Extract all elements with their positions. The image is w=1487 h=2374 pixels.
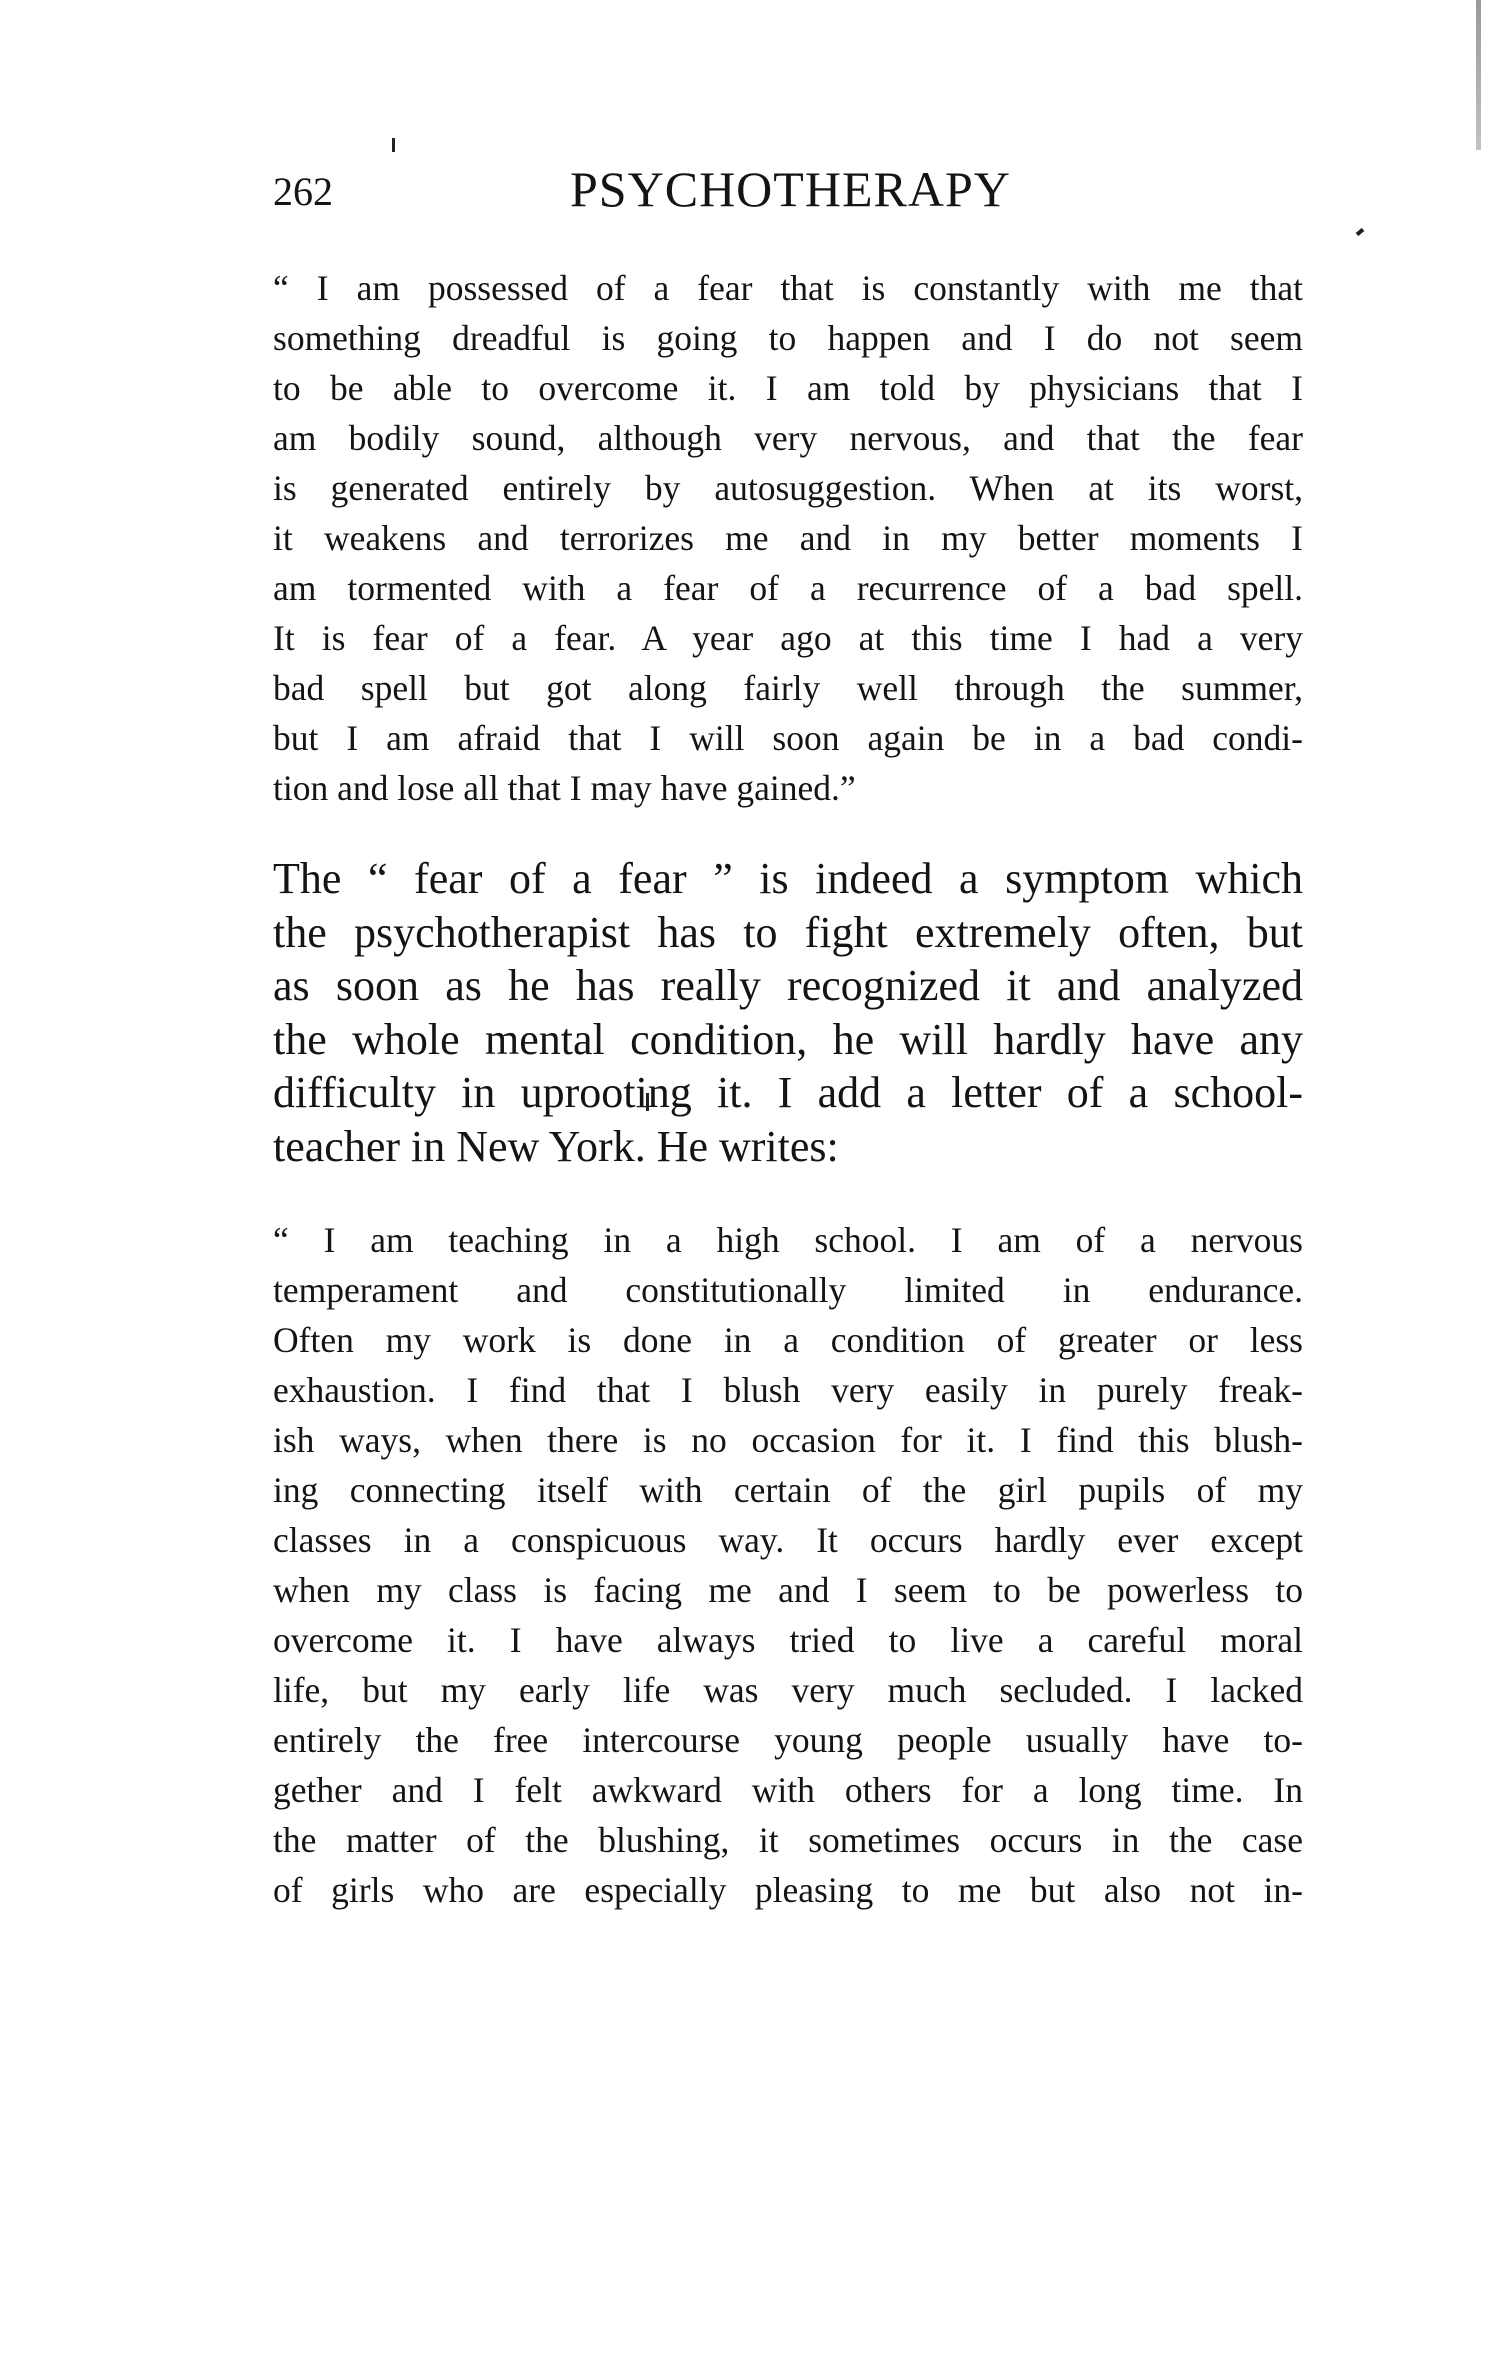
text-line: the matter of the blushing, it sometimes occurs in the case	[273, 1820, 1303, 1860]
text-line: life, but my early life was very much secluded. I lacked	[273, 1670, 1303, 1710]
text-line: It is fear of a fear. A year ago at this time I had a very	[273, 618, 1303, 658]
text-line: it weakens and terrorizes me and in my better moments I	[273, 518, 1303, 558]
text-line: classes in a conspicuous way. It occurs hardly ever except	[273, 1520, 1303, 1560]
body-paragraph	[273, 852, 1303, 1173]
text-line: overcome it. I have always tried to live a careful moral	[273, 1620, 1303, 1660]
text-line: is generated entirely by autosuggestion. When at its worst,	[273, 468, 1303, 508]
running-title: PSYCHOTHERAPY	[570, 161, 1011, 217]
quoted-letter-first	[273, 263, 1303, 813]
text-line: the psychotherapist has to fight extremely often, but	[273, 907, 1303, 957]
text-line: exhaustion. I find that I blush very easily in purely freak-	[273, 1370, 1303, 1410]
text-line: to be able to overcome it. I am told by physicians that I	[273, 368, 1303, 408]
text-line: Often my work is done in a condition of greater or less	[273, 1320, 1303, 1360]
stray-mark	[392, 138, 395, 152]
page-number: 262	[273, 169, 333, 214]
text-line: the whole mental condition, he will hardly have any	[273, 1014, 1303, 1064]
text-line: gether and I felt awkward with others for a long time. In	[273, 1770, 1303, 1810]
text-line: something dreadful is going to happen and I do not seem	[273, 318, 1303, 358]
text-line: The “ fear of a fear ” is indeed a symptom which	[273, 854, 1303, 903]
running-head	[273, 161, 1303, 234]
text-line: of girls who are especially pleasing to me but also not in-	[273, 1870, 1303, 1910]
text-line: ing connecting itself with certain of the girl pupils of my	[273, 1470, 1303, 1510]
stray-mark	[1356, 228, 1365, 236]
text-line: ish ways, when there is no occasion for it. I find this blush-	[273, 1420, 1303, 1460]
text-line: bad spell but got along fairly well through the summer,	[273, 668, 1303, 708]
text-line: tion and lose all that I may have gained.”	[273, 768, 856, 808]
quoted-letter-second	[273, 1215, 1303, 1915]
text-line: entirely the free intercourse young people usually have to-	[273, 1720, 1303, 1760]
text-line: “ I am teaching in a high school. I am of a nervous	[273, 1220, 1303, 1260]
text-line: difficulty in uprooting it. I add a letter of a school-	[273, 1068, 1303, 1117]
text-line: am tormented with a fear of a recurrence of a bad spell.	[273, 568, 1303, 608]
text-line: am bodily sound, although very nervous, and that the fear	[273, 418, 1303, 458]
text-line: but I am afraid that I will soon again be in a bad condi-	[273, 718, 1303, 758]
text-line: teacher in New York. He writes:	[273, 1121, 839, 1171]
page-edge-shadow	[1476, 0, 1481, 150]
text-line: “ I am possessed of a fear that is constantly with me that	[273, 268, 1303, 308]
text-line: as soon as he has really recognized it and analyzed	[273, 961, 1303, 1010]
text-line: when my class is facing me and I seem to be powerless to	[273, 1570, 1303, 1610]
text-line: temperament and constitutionally limited in endurance.	[273, 1270, 1303, 1310]
